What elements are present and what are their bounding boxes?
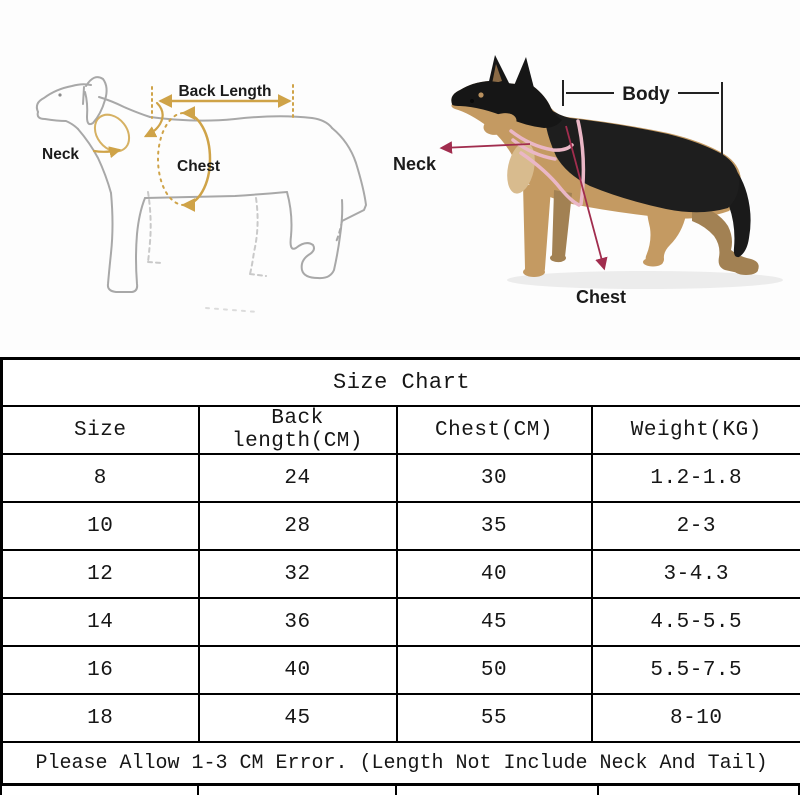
table-cell: 45 xyxy=(199,694,397,742)
dog-eye xyxy=(470,99,474,103)
table-cell: 4.5-5.5 xyxy=(592,598,800,646)
table-cell: 8-10 xyxy=(592,694,800,742)
size-chart-table xyxy=(0,357,800,786)
table-row xyxy=(2,502,800,550)
table-cell: 5.5-7.5 xyxy=(592,646,800,694)
table-header-row xyxy=(2,406,800,454)
table-cell: 35 xyxy=(397,502,592,550)
table-cell: 45 xyxy=(397,598,592,646)
table-row xyxy=(2,454,800,502)
table-title: Size Chart xyxy=(2,359,800,407)
table-cell: 8 xyxy=(2,454,199,502)
table-cell: 28 xyxy=(199,502,397,550)
neck-label-left: Neck xyxy=(42,146,80,163)
table-cell: 40 xyxy=(397,550,592,598)
back-length-label: Back Length xyxy=(178,83,272,100)
table-cell: 18 xyxy=(2,694,199,742)
table-cell: 40 xyxy=(199,646,397,694)
table-title-row xyxy=(2,359,800,407)
table-cell: 24 xyxy=(199,454,397,502)
table-cell: 55 xyxy=(397,694,592,742)
table-row xyxy=(2,646,800,694)
table-cell: 32 xyxy=(199,550,397,598)
gold-measurement-annotations xyxy=(88,85,293,205)
table-note-row xyxy=(2,742,800,785)
table-cell: 10 xyxy=(2,502,199,550)
eyebrow-marking xyxy=(478,92,483,97)
table-row xyxy=(2,550,800,598)
col-header-size: Size xyxy=(2,406,199,454)
col-header-back-length: Back length(CM) xyxy=(199,406,397,454)
table-note: Please Allow 1-3 CM Error. (Length Not Include Neck And Tail) xyxy=(2,742,800,785)
table-row xyxy=(2,598,800,646)
neck-label-right: Neck xyxy=(393,154,437,174)
dog-photo-diagram xyxy=(451,55,783,289)
col-header-chest: Chest(CM) xyxy=(397,406,592,454)
table-cell: 12 xyxy=(2,550,199,598)
table-cell: 3-4.3 xyxy=(592,550,800,598)
table-cell: 50 xyxy=(397,646,592,694)
chest-label-left: Chest xyxy=(177,158,221,175)
table-cell: 16 xyxy=(2,646,199,694)
table-cell: 2-3 xyxy=(592,502,800,550)
next-table-sliver xyxy=(0,786,800,795)
col-header-weight: Weight(KG) xyxy=(592,406,800,454)
chest-label-right: Chest xyxy=(576,287,627,307)
measurement-diagram-svg xyxy=(0,0,800,357)
dog-ear xyxy=(513,57,534,88)
table-row xyxy=(2,694,800,742)
table-cell: 30 xyxy=(397,454,592,502)
withers-arrow xyxy=(146,103,163,136)
measurement-diagram-area xyxy=(0,0,800,357)
table-cell: 1.2-1.8 xyxy=(592,454,800,502)
table-cell: 36 xyxy=(199,598,397,646)
body-label: Body xyxy=(622,84,670,105)
table-cell: 14 xyxy=(2,598,199,646)
